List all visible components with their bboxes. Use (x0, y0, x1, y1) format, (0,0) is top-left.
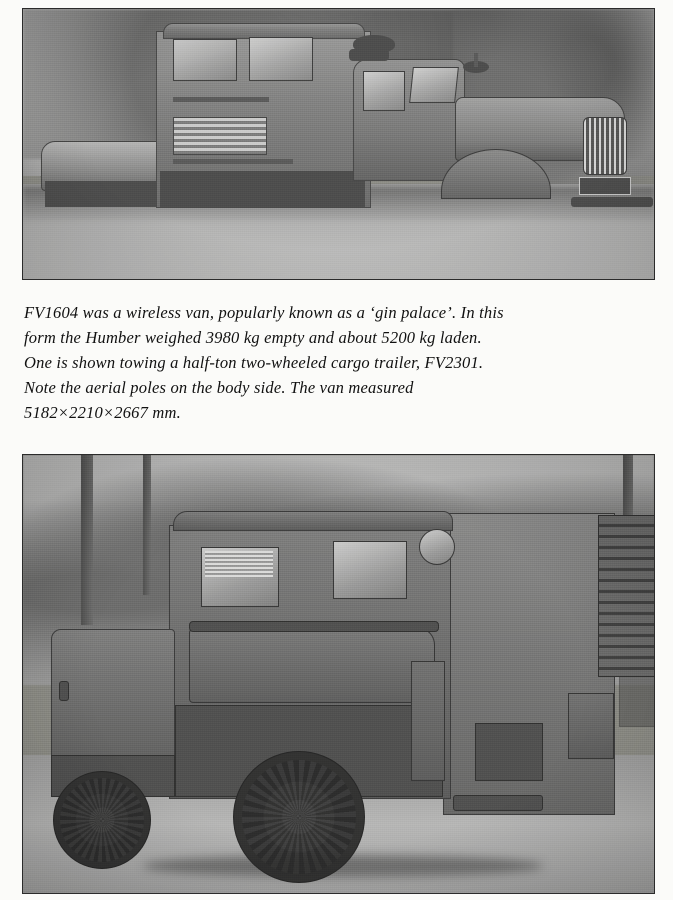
rear-step (453, 795, 543, 811)
van-body-lower-skirt (160, 171, 365, 207)
cargo-trailer-body (45, 181, 165, 207)
side-stowage-locker (411, 661, 445, 781)
van-body-window-left (173, 39, 237, 81)
figure-caption (24, 300, 651, 425)
side-tarpaulin-cover (189, 627, 435, 703)
top-photograph-scene (23, 9, 654, 279)
rear-door-open-shelving (598, 515, 655, 677)
van-body-window-right (249, 37, 313, 81)
radiator-grille (583, 117, 627, 175)
rear-access-hatch (568, 693, 614, 759)
caption-line-5: 5182×2210×2667 mm. (24, 403, 181, 422)
bottom-photograph-scene (23, 455, 654, 893)
top-photograph (22, 8, 655, 280)
van-body-roof (173, 511, 453, 531)
roof-vent-disc (419, 529, 455, 565)
caption-line-3: One is shown towing a half-ton two-wheeled cargo trailer, FV2301. (24, 353, 484, 372)
body-rear-canvas-roll (353, 35, 395, 53)
number-plate (579, 177, 631, 195)
cab-side-window (363, 71, 405, 111)
bottom-photograph (22, 454, 655, 894)
window-blind (205, 551, 273, 577)
cab-windscreen (409, 67, 459, 103)
caption-line-4: Note the aerial poles on the body side. The van measured (24, 378, 414, 397)
rear-locker-door (475, 723, 543, 781)
van-body-louvre-vent (173, 117, 267, 155)
cab-door-handle (59, 681, 69, 701)
body-window-rear (333, 541, 407, 599)
tree-trunk-mid (143, 455, 151, 595)
aerial-pole-upper (173, 97, 269, 102)
tree-trunk-left (81, 455, 93, 625)
roof-aerial-mast (474, 53, 478, 67)
caption-line-2: form the Humber weighed 3980 kg empty and about 5200 kg laden. (24, 328, 482, 347)
aerial-pole-lower (173, 159, 293, 164)
front-wheel (53, 771, 151, 869)
aerial-pole-stowage (189, 621, 439, 632)
front-bumper (571, 197, 653, 207)
caption-line-1: FV1604 was a wireless van, popularly known as a ‘gin palace’. In this (24, 303, 504, 322)
vehicle-ground-shadow (143, 855, 543, 877)
